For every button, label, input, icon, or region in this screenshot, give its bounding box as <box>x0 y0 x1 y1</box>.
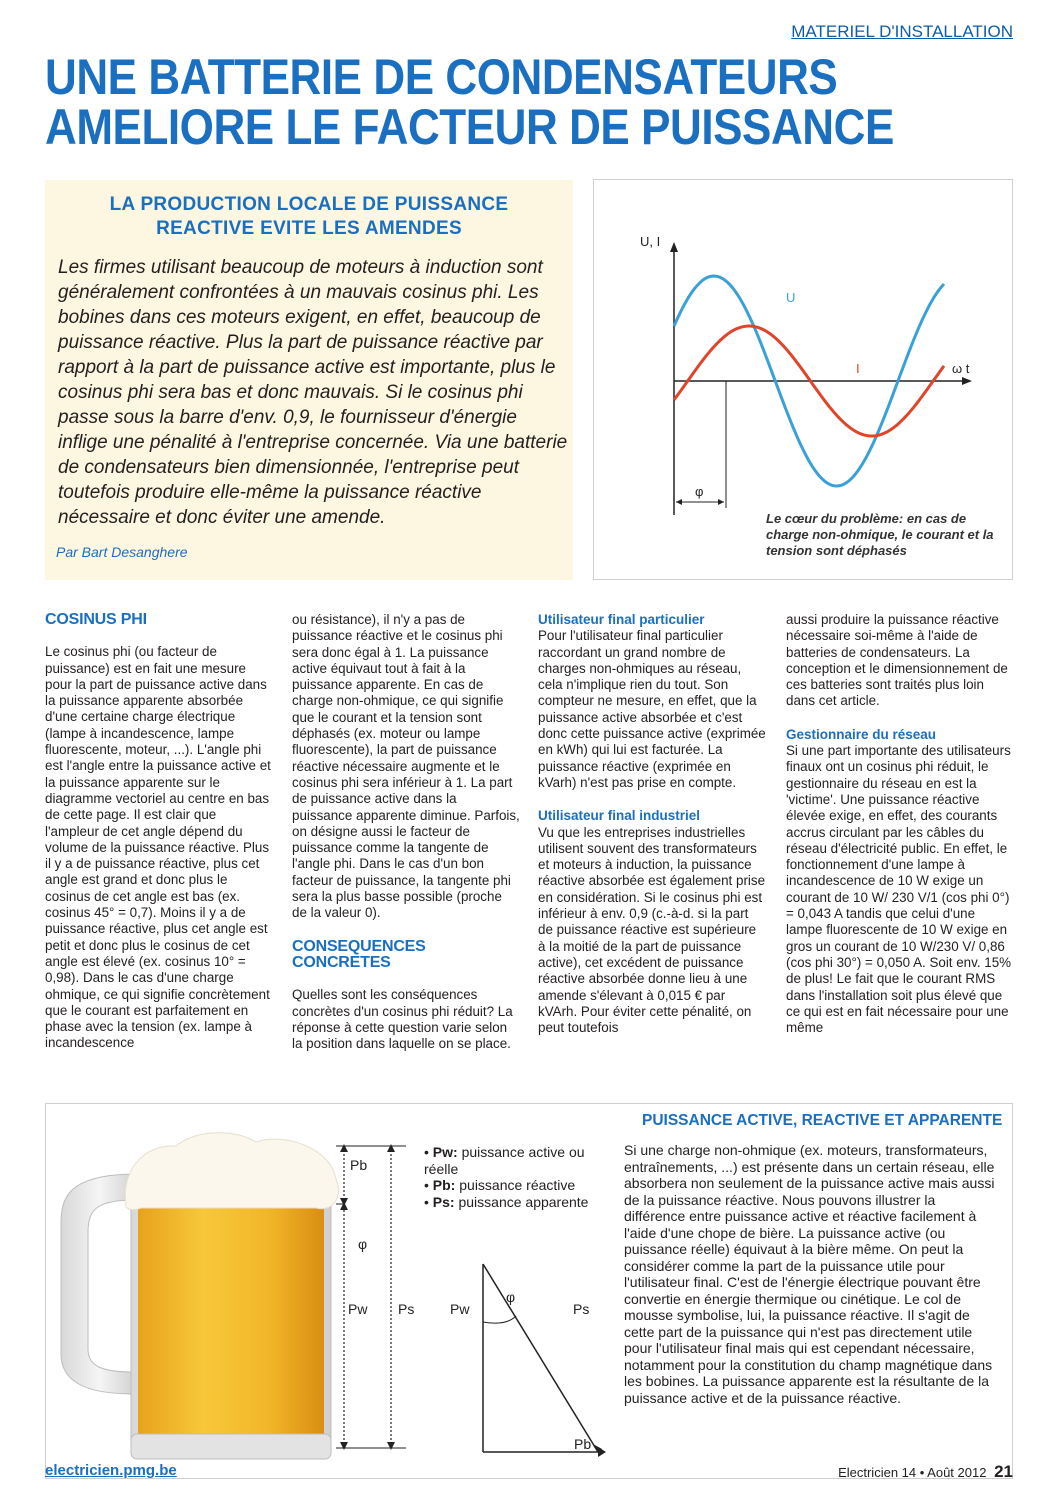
x-axis-label: ω t <box>952 361 970 376</box>
title-line-1: UNE BATTERIE DE CONDENSATEURS <box>45 49 838 105</box>
box-text: Si une charge non-ohmique (ex. moteurs, transformateurs, entraînements, ...) est présente dans un certain réseau, elle absorbera non seulement de la puissance active mais aussi de la puissance réactive. Nous pouvons illustrer la différence entre puissance active et réactive facilement à l'aide d'une chope de bière. La puissance active (ou puissance réelle) équivaut à la bière même. On peut la considérer comme la part de la puissance utile pour l'utilisateur final. C'est de l'énergie électrique pouvant être convertie en énergie thermique ou cinétique. Le col de mousse symbolise, lui, la puissance réactive. Il s'agit de cette part de la puissance qui n'est pas directement utile pour l'utilisateur final mais qui est cependant nécessaire, notamment pour la constitution du champ magnétique dans les bobines. La puissance apparente est la résultante de la puissance active et de la puissance réactive. <box>624 1142 995 1406</box>
site-link[interactable]: electricien.pmg.be <box>45 1462 177 1479</box>
y-axis-arrow <box>670 242 678 252</box>
page-title <box>45 49 894 155</box>
phi-arrow-left <box>676 499 682 505</box>
legend-item-ps: • Ps: puissance apparente <box>424 1193 589 1210</box>
ps-label: Ps <box>398 1301 415 1317</box>
mug-base <box>131 1434 331 1459</box>
beer-liquid <box>138 1204 324 1439</box>
cosinus-phi-heading: COSINUS PHI <box>45 611 147 628</box>
gestionnaire-heading: Gestionnaire du réseau <box>786 726 937 742</box>
footer-issue <box>838 1462 1013 1482</box>
intro-body: Les firmes utilisant beaucoup de moteurs à induction sont généralement confrontées à un mauvais cosinus phi. Les bobines dans ces moteurs exigent, en effet, beaucoup de puissance réactive. Plus la part de puissance réactive par rapport à la part de puissance active est importante, plus le cosinus phi sera bas et donc mauvais. Si le cosinus phi passe sous la barre d'env. 0,9, le fournisseur d'énergie inflige une pénalité à l'entreprise concernée. Via une batterie de condensateurs bien dimensionnée, l'entreprise peut toutefois produire elle-même la puissance réactive nécessaire et donc éviter une amende. <box>58 257 568 528</box>
intro-heading <box>45 193 573 241</box>
consequences-text: Quelles sont les conséquences concrètes d'un cosinus phi réduit? La réponse à cette question varie selon la position dans laquelle on se place. <box>292 987 513 1052</box>
legend-item-pw: • Pw: puissance active ou réelle <box>424 1144 585 1177</box>
vector-pb-label: Pb <box>574 1436 592 1452</box>
phi-label: φ <box>695 484 704 499</box>
arrow <box>340 1442 348 1450</box>
arrow <box>387 1442 395 1450</box>
phi-label: φ <box>358 1236 368 1252</box>
phi-arc <box>483 1316 516 1323</box>
current-label: I <box>856 361 860 376</box>
graph-caption: Le cœur du problème: en cas de charge non-ohmique, le courant et la tension sont déphasés <box>766 511 994 558</box>
phi-arrow-right <box>718 499 724 505</box>
column-4-text: aussi produire la puissance réactive nécessaire soi-même à l'aide de batteries de condensateurs. La conception et le dimensionnement de ces batteries sont traités plus loin dans cet article. <box>786 612 1008 709</box>
box-heading: PUISSANCE ACTIVE, REACTIVE ET APPARENTE <box>642 1112 1003 1129</box>
pb-label: Pb <box>350 1157 368 1173</box>
issue-text: Electricien 14 • Août 2012 <box>838 1465 987 1480</box>
column-1 <box>45 612 273 1052</box>
cosinus-phi-text: Le cosinus phi (ou facteur de puissance) est en fait une mesure pour la part de puissance active dans la puissance apparente absorbée d'une certaine charge électrique (lampe à incandescence, lampe fluorescente, moteur, ...). L'angle phi est l'angle entre la puissance active et la puissance apparente sur le diagramme vectoriel au centre en bas de cette page. Il est clair que l'ampleur de cet angle dépend du volume de la puissance réactive. Plus il y a de puissance réactive, plus cet angle est grand et donc plus le cosinus de cet angle est bas (ex. cosinus 45° = 0,7). Moins il y a de puissance réactive, plus cet angle est petit et donc plus le cosinus de cet angle est élevé (ex. cosinus 10° = 0,98). Dans le cas d'une charge ohmique, ce qui signifie concrètement que le courant est parfaitement en phase avec la tension (ex. lampe à incandescence <box>45 644 271 1051</box>
page-number: 21 <box>994 1462 1013 1481</box>
column-3 <box>538 612 766 1036</box>
gestionnaire-text: Si une part importante des utilisateurs finaux ont un cosinus phi réduit, le gestionnaire du réseau en est la 'victime'. Une puissance réactive élevée exige, en effet, des courants accrus circulant par les câbles du réseau d'électricité public. En effet, le fonctionnement d'une lampe à incandescence de 10 W exige un courant de 10 W/ 230 V/1 (cos phi 0°) = 0,043 A tandis que celui d'une lampe fluorescente de 10 W exige en gros un courant de 10 W/230 V/ 0,86 (cos phi 30°) = 0,050 A. Soit env. 15% de plus! Le fait que le courant RMS dans l'installation soit plus élevé que ce qui est en fait nécessaire pour une même <box>786 743 1012 1036</box>
ps-vector <box>483 1264 598 1452</box>
industriel-text: Vu que les entreprises industrielles utilisent souvent des transformateurs et moteurs à induction, la puissance réactive absorbée est également prise en considération. Si le cosinus phi est inférieur à env. 0,9 (c.-à-d. si la part de puissance réactive est supérieure à la moitié de la part de puissance active), cet excédent de puissance réactive absorbée donne lieu à une amende s'élevant à 0,015 € par kVArh. Pour éviter cette pénalité, on peut toutefois <box>538 824 766 1036</box>
byline: Par Bart Desanghere <box>56 544 188 560</box>
column-2-text: ou résistance), il n'y a pas de puissance réactive et le cosinus phi sera donc égal à 1. La puissance active équivaut tout à fait à la puissance apparente. En cas de charge non-ohmique, ce qui signifie que le courant et la tension sont déphasés (ex. moteur ou lampe fluorescente), la part de puissance réactive nécessaire augmente et le cosinus phi sera inférieur à 1. La part de puissance active dans la puissance apparente diminue. Parfois, on désigne aussi le facteur de puissance comme la tangente de l'angle phi. Dans le cas d'un bon facteur de puissance, la tangente phi sera la plus basse possible (proche de la valeur 0). <box>292 612 520 921</box>
voltage-label: U <box>786 290 796 305</box>
vector-ps-label: Ps <box>573 1301 590 1317</box>
intro-heading-line-2: REACTIVE EVITE LES AMENDES <box>156 218 462 239</box>
industriel-heading: Utilisateur final industriel <box>538 808 701 824</box>
consequences-heading: CONSEQUENCES CONCRETES <box>292 937 426 971</box>
pw-label: Pw <box>348 1301 368 1317</box>
title-line-2: AMELIORE LE FACTEUR DE PUISSANCE <box>45 99 894 155</box>
vector-phi-label: φ <box>506 1289 516 1305</box>
particulier-heading: Utilisateur final particulier <box>538 612 705 627</box>
arrow <box>340 1202 348 1210</box>
arrow <box>340 1144 348 1152</box>
intro-box <box>45 180 573 580</box>
intro-heading-line-1: LA PRODUCTION LOCALE DE PUISSANCE <box>109 194 509 215</box>
vector-pw-label: Pw <box>450 1301 470 1317</box>
beer-illustration <box>46 1104 621 1480</box>
beer-legend <box>424 1144 614 1210</box>
column-4 <box>786 612 1014 1036</box>
y-axis-label: U, I <box>640 234 661 249</box>
arrow <box>387 1144 395 1152</box>
x-axis-arrow <box>962 377 972 385</box>
section-tag: MATERIEL D'INSTALLATION <box>791 22 1013 41</box>
power-explanation-box <box>45 1103 1013 1479</box>
legend-item-pb: • Pb: puissance réactive <box>424 1177 576 1193</box>
column-2 <box>292 612 520 1052</box>
particulier-text: Pour l'utilisateur final particulier raccordant un grand nombre de charges non-ohmiques au réseau, cela n'implique rien du tout. Son compteur ne mesure, en effet, que la puissance active absorbée et c'est donc cette puissance active (exprimée en kWh) qui lui est facturée. La puissance réactive (exprimée en kVarh) n'est pas prise en compte. <box>538 628 766 790</box>
phase-graph-figure <box>593 179 1013 580</box>
beer-foam <box>125 1133 338 1210</box>
